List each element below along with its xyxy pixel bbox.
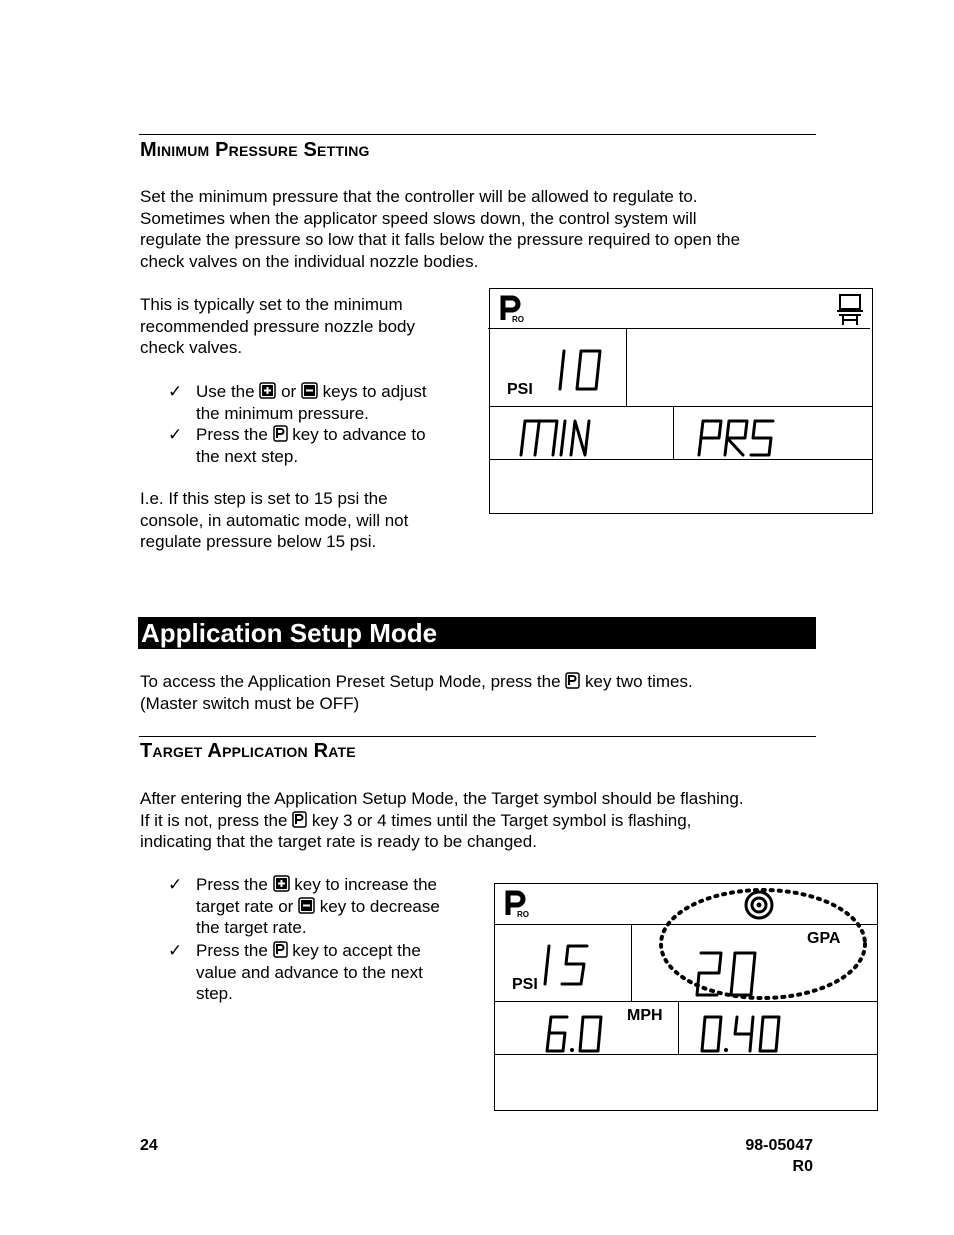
- lcd-value-20: [693, 949, 763, 1001]
- pro-logo: [500, 295, 526, 328]
- pro-key-icon: [273, 941, 288, 958]
- revision: R0: [792, 1158, 813, 1175]
- bullet-text: key to advance to: [292, 425, 426, 444]
- section-heading-target-rate: Target Application Rate: [140, 740, 356, 762]
- svg-text:RO: RO: [517, 910, 529, 918]
- text-line: I.e. If this step is set to 15 psi the: [140, 489, 388, 508]
- text-line: Sometimes when the applicator speed slows down, the control system will: [140, 208, 697, 228]
- bullet-text: Use the: [196, 382, 255, 401]
- section-divider: [139, 134, 816, 135]
- bullet-text: the next step.: [196, 446, 299, 466]
- text-segment: If it is not, press the: [140, 810, 288, 830]
- lcd-divider: [490, 406, 872, 407]
- lcd-divider: [495, 1054, 877, 1055]
- text-line: After entering the Application Setup Mode, the Target symbol should be flashing.: [140, 789, 744, 808]
- pro-logo: [505, 890, 531, 923]
- section-banner-application-setup: [138, 617, 816, 649]
- psi-label: PSI: [512, 976, 538, 993]
- bullet-text: Press the: [196, 875, 268, 894]
- min-pressure-intro: [140, 186, 740, 272]
- access-instructions: [140, 671, 693, 714]
- lcd-divider: [488, 328, 870, 329]
- pro-key-icon: [273, 425, 288, 442]
- pro-key-icon: [292, 811, 307, 828]
- bullet-text: keys to adjust: [322, 382, 427, 401]
- page-number: 24: [140, 1137, 158, 1154]
- lcd-value-15: [539, 942, 595, 990]
- bullet-text: Press the: [196, 425, 268, 444]
- bullet-text: value and advance to the next: [196, 962, 423, 982]
- checkmark-icon: ✓: [168, 425, 183, 444]
- text-line: This is typically set to the minimum: [140, 295, 403, 314]
- text-line: regulate the pressure so low that it falls below the pressure required to open the: [140, 230, 741, 249]
- lcd-divider: [673, 407, 674, 459]
- lcd-display-min-pressure: [489, 288, 873, 514]
- lcd-divider: [631, 925, 632, 1001]
- section-heading-min-pressure: Minimum Pressure Setting: [140, 139, 370, 161]
- lcd-value-10: [554, 347, 608, 395]
- plus-key-icon: [273, 875, 290, 892]
- bullet-text: Press the: [196, 941, 268, 960]
- mph-label: MPH: [627, 1007, 663, 1024]
- text-segment: To access the Application Preset Setup Mode, press the: [140, 672, 561, 691]
- section-divider: [139, 736, 816, 737]
- svg-text:RO: RO: [512, 315, 524, 323]
- lcd-divider: [626, 329, 627, 406]
- lcd-value-6-0: [543, 1014, 605, 1054]
- text-line: console, in automatic mode, will not: [140, 510, 409, 530]
- text-line: check valves on the individual nozzle bodies.: [140, 251, 479, 271]
- min-pressure-example: [140, 488, 408, 553]
- text-line: recommended pressure nozzle body: [140, 316, 415, 336]
- lcd-word-prs: [695, 417, 777, 459]
- checkmark-icon: ✓: [168, 382, 183, 401]
- bullet-text: the target rate.: [196, 918, 307, 937]
- lcd-word-min: [517, 417, 597, 459]
- bullet-text: key to decrease: [319, 896, 440, 916]
- psi-label: PSI: [507, 381, 533, 398]
- text-line: Set the minimum pressure that the controller will be allowed to regulate to.: [140, 187, 698, 206]
- lcd-display-target-rate: [494, 883, 878, 1111]
- bullet-text: or: [281, 382, 297, 401]
- bullet-text: key to accept the: [292, 941, 421, 960]
- text-segment: key two times.: [585, 672, 693, 691]
- minus-key-icon: [301, 382, 318, 399]
- bullet-text: step.: [196, 984, 233, 1003]
- plus-key-icon: [259, 382, 276, 399]
- bullet-text: target rate or: [196, 896, 294, 916]
- checkmark-icon: ✓: [168, 875, 183, 894]
- minus-key-icon: [298, 897, 315, 914]
- lcd-divider: [678, 1002, 679, 1054]
- lcd-divider: [490, 459, 872, 460]
- text-segment: key 3 or 4 times until the Target symbol is flashing,: [311, 810, 692, 830]
- target-rate-intro: [140, 788, 744, 853]
- text-line: check valves.: [140, 338, 243, 357]
- bullet-text: key to increase the: [294, 875, 437, 894]
- text-line: (Master switch must be OFF): [140, 693, 360, 713]
- lcd-value-0-40: [699, 1014, 783, 1054]
- gpa-label: GPA: [807, 930, 841, 947]
- spray-controller-icon: [835, 293, 865, 332]
- document-number: 98-05047: [745, 1137, 813, 1154]
- banner-title: Application Setup Mode: [141, 618, 438, 648]
- text-line: indicating that the target rate is ready to be changed.: [140, 832, 537, 851]
- pro-key-icon: [565, 672, 580, 689]
- min-pressure-typical: [140, 294, 415, 359]
- text-line: regulate pressure below 15 psi.: [140, 532, 377, 551]
- bullet-text: the minimum pressure.: [196, 403, 369, 423]
- checkmark-icon: ✓: [168, 941, 183, 960]
